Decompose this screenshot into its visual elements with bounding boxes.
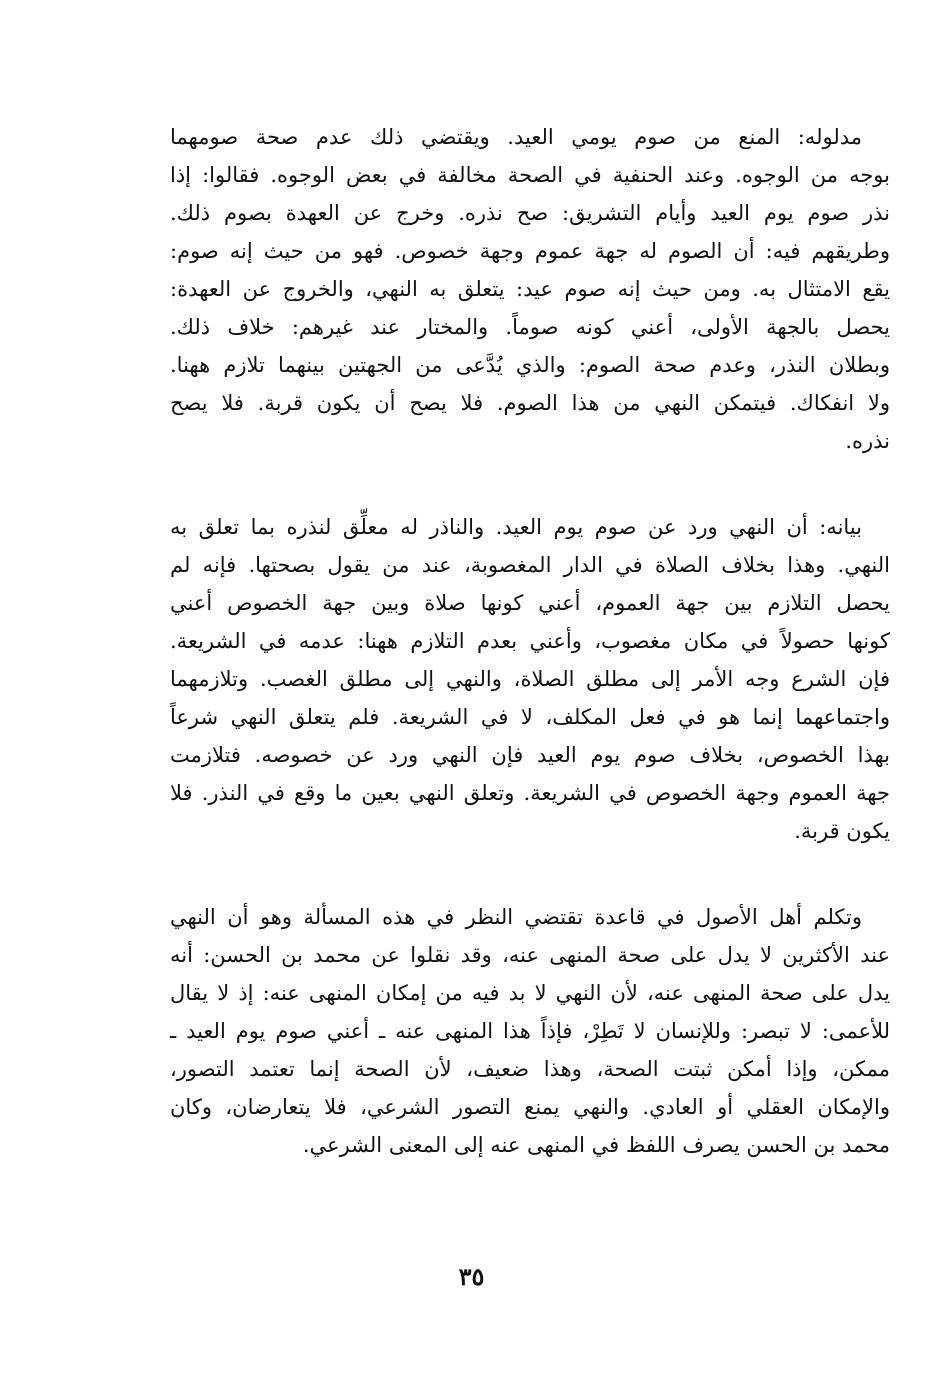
text-line: يحصل بالجهة الأولى، أعني كونه صوماً. والمختار عند غيرهم: خلاف ذلك. (170, 315, 890, 339)
paragraph-gap (170, 460, 890, 508)
text-line: والإمكان العقلي أو العادي. والنهي يمنع التصور الشرعي، فلا يتعارضان، وكان (170, 1095, 890, 1119)
text-line: نذر صوم يوم العيد وأيام التشريق: صح نذره. وخرج عن العهدة بصوم ذلك. (170, 201, 890, 225)
text-line: بوجه من الوجوه. وعند الحنفية في الصحة مخالفة في بعض الوجوه. فقالوا: إذا (170, 163, 890, 187)
text-line: بهذا الخصوص، بخلاف صوم يوم العيد فإن النهي ورد عن خصوصه. فتلازمت (170, 743, 890, 767)
page-body (170, 118, 890, 1164)
text-line: وتكلم أهل الأصول في قاعدة تقتضي النظر في هذه المسألة وهو أن النهي (170, 905, 862, 929)
text-line: واجتماعهما إنما هو في فعل المكلف، لا في الشريعة. فلم يتعلق النهي شرعاً (170, 705, 890, 729)
text-line: النهي. وهذا بخلاف الصلاة في الدار المغصوبة، عند من يقول بصحتها. فإنه لم (170, 553, 890, 577)
text-line: ممكن، وإذا أمكن ثبتت الصحة، وهذا ضعيف، لأن الصحة إنما تعتمد التصور، (170, 1057, 890, 1081)
page-number: ٣٥ (458, 1262, 485, 1291)
text-line: نذره. (845, 429, 890, 453)
paragraph-1 (170, 118, 890, 460)
text-line: كونها حصولاً في مكان مغصوب، وأعني بعدم التلازم ههنا: عدمه في الشريعة. (170, 629, 890, 653)
paragraph-3 (170, 898, 890, 1164)
text-line: ولا انفكاك. فيتمكن النهي من هذا الصوم. فلا يصح أن يكون قربة. فلا يصح (170, 391, 890, 415)
text-line: مدلوله: المنع من صوم يومي العيد. ويقتضي ذلك عدم صحة صومهما (170, 125, 862, 149)
text-line: يقع الامتثال به. ومن حيث إنه صوم عيد: يتعلق به النهي، والخروج عن العهدة: (170, 277, 890, 301)
text-line: بيانه: أن النهي ورد عن صوم يوم العيد. والناذر له معلِّق لنذره بما تعلق به (170, 515, 862, 539)
text-line: يحصل التلازم بين جهة العموم، أعني كونها صلاة وبين جهة الخصوص أعني (170, 591, 890, 615)
paragraph-2 (170, 508, 890, 850)
text-line: وطريقهم فيه: أن الصوم له جهة عموم وجهة خصوص. فهو من حيث إنه صوم: (170, 239, 890, 263)
text-line: يدل على صحة المنهى عنه، لأن النهي لا بد فيه من إمكان المنهى عنه: إذ لا يقال (170, 981, 890, 1005)
text-line: عند الأكثرين لا يدل على صحة المنهى عنه، وقد نقلوا عن محمد بن الحسن: أنه (170, 943, 890, 967)
text-line: جهة العموم وجهة الخصوص في الشريعة. وتعلق النهي بعين ما وقع في النذر. فلا (170, 781, 890, 805)
text-line: محمد بن الحسن يصرف اللفظ في المنهى عنه إلى المعنى الشرعي. (302, 1133, 890, 1157)
text-line: فإن الشرع وجه الأمر إلى مطلق الصلاة، والنهي إلى مطلق الغصب. وتلازمهما (170, 667, 890, 691)
paragraph-gap (170, 850, 890, 898)
text-line: للأعمى: لا تبصر: وللإنسان لا تَطِرْ، فإذاً هذا المنهى عنه ـ أعني صوم يوم العيد ـ (170, 1019, 890, 1043)
text-line: يكون قربة. (794, 819, 890, 843)
text-line: وبطلان النذر، وعدم صحة الصوم: والذي يُدَّعى من الجهتين بينهما تلازم ههنا. (170, 353, 890, 377)
